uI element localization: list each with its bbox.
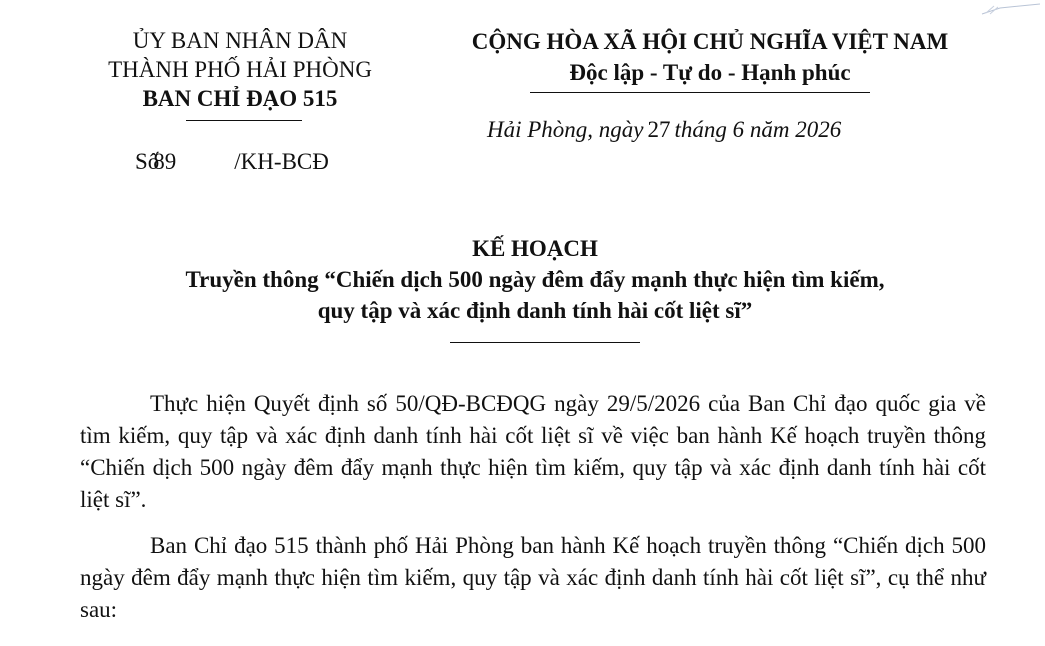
national-motto: Độc lập - Tự do - Hạnh phúc bbox=[569, 60, 851, 85]
authority-underline bbox=[186, 120, 302, 121]
scan-mark-icon bbox=[980, 2, 1042, 16]
authority-line-2: THÀNH PHỐ HẢI PHÒNG bbox=[108, 57, 372, 82]
place-date bbox=[487, 117, 841, 143]
authority-line-3: BAN CHỈ ĐẠO 515 bbox=[142, 86, 338, 111]
issuing-authority bbox=[60, 26, 420, 113]
document-number bbox=[135, 149, 329, 175]
place-date-suffix: tháng 6 năm 2026 bbox=[674, 117, 842, 142]
national-title: CỘNG HÒA XÃ HỘI CHỦ NGHĨA VIỆT NAM bbox=[471, 29, 949, 54]
title-underline bbox=[450, 342, 640, 343]
body-paragraph-2: Ban Chỉ đạo 515 thành phố Hải Phòng ban hành Kế hoạch truyền thông “Chiến dịch 500 ngày đêm đẩy mạnh thực hiện tìm kiếm, quy tập và xác định danh tính hài cốt liệt sĩ”, cụ thể như sau: bbox=[80, 533, 986, 622]
motto-underline bbox=[530, 92, 870, 93]
authority-line-1: ỦY BAN NHÂN DÂN bbox=[132, 28, 348, 53]
document-number-label: Số bbox=[135, 149, 160, 174]
document-body bbox=[80, 388, 986, 640]
body-paragraph-1: Thực hiện Quyết định số 50/QĐ-BCĐQG ngày 29/5/2026 của Ban Chỉ đạo quốc gia về tìm kiếm, quy tập và xác định danh tính hài cốt liệt sĩ về việc ban hành Kế hoạch truyền thông “Chiến dịch 500 ngày đêm đẩy mạnh thực hiện tìm kiếm, quy tập và xác định danh tính hài cốt liệt sĩ”. bbox=[80, 391, 986, 512]
document-number-code: /KH-BCĐ bbox=[234, 149, 329, 174]
title-line-1: Truyền thông “Chiến dịch 500 ngày đêm đẩy mạnh thực hiện tìm kiếm, bbox=[185, 267, 885, 292]
title-line-2: quy tập và xác định danh tính hài cốt liệt sĩ” bbox=[317, 298, 753, 323]
place-date-prefix: Hải Phòng, ngày bbox=[487, 117, 644, 142]
document-number-value: 89 bbox=[153, 149, 177, 174]
document-title bbox=[60, 233, 1010, 326]
national-header bbox=[420, 26, 1000, 88]
place-date-day: 27 bbox=[647, 117, 671, 142]
title-heading: KẾ HOẠCH bbox=[472, 236, 598, 261]
